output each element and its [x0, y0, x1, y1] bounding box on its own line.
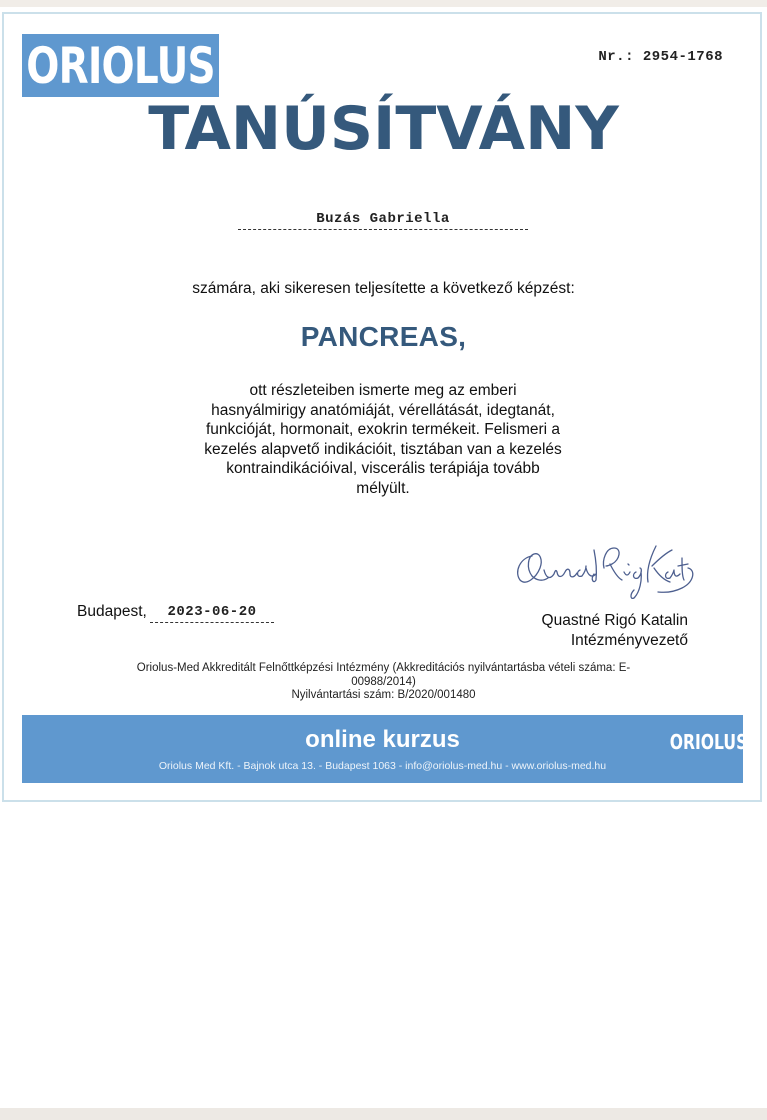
accreditation-note — [120, 662, 647, 703]
footer-title: online kurzus — [305, 726, 460, 753]
certificate-number: Nr.: 2954-1768 — [598, 49, 723, 65]
intro-text: számára, aki sikeresen teljesítette a következő képzést: — [192, 280, 575, 297]
issue-place: Budapest, — [77, 603, 147, 620]
signatory-block — [542, 611, 688, 651]
description-line: hasnyálmirigy anatómiáját, vérellátását, idegtanát, — [211, 401, 555, 419]
description-line: kezelés alapvető indikációit, tisztában van a kezelés — [204, 440, 562, 458]
description-line: mélyült. — [356, 479, 410, 497]
issue-date-underline — [150, 622, 274, 623]
course-description — [193, 381, 573, 498]
issue-date: 2023-06-20 — [167, 604, 257, 620]
description-line: funkcióját, hormonait, exokrin termékeit. Felismeri a — [205, 421, 561, 438]
course-name: PANCREAS, — [300, 321, 467, 352]
accreditation-line: 00988/2014) — [351, 675, 416, 688]
certificate-title: TANÚSÍTVÁNY — [148, 94, 619, 164]
footer-logo: ORIOLUS — [669, 730, 748, 754]
signatory-name: Quastné Rigó Katalin — [541, 612, 688, 629]
accreditation-line: Oriolus-Med Akkreditált Felnőttképzési Intézmény (Akkreditációs nyilvántartásba vételi száma: E- — [136, 662, 631, 674]
description-line: ott részleteiben ismerte meg az emberi — [249, 382, 517, 399]
logo-text: ORIOLUS — [26, 36, 215, 95]
registration-number: Nyilvántartási szám: B/2020/001480 — [291, 689, 476, 701]
footer-contact: Oriolus Med Kft. - Bajnok utca 13. - Budapest 1063 - info@oriolus-med.hu - www.oriolus-med.hu — [158, 760, 607, 772]
signatory-position: Intézményvezető — [570, 632, 688, 649]
description-line: kontraindikációival, viscerális terápiája tovább — [226, 460, 540, 477]
oriolus-logo — [22, 34, 219, 97]
footer-banner — [22, 715, 748, 783]
bottom-background-strip — [0, 1108, 767, 1120]
handwritten-signature — [510, 538, 695, 608]
top-background-strip — [0, 0, 767, 7]
recipient-name-underline — [238, 229, 528, 230]
recipient-name: Buzás Gabriella — [316, 211, 450, 227]
